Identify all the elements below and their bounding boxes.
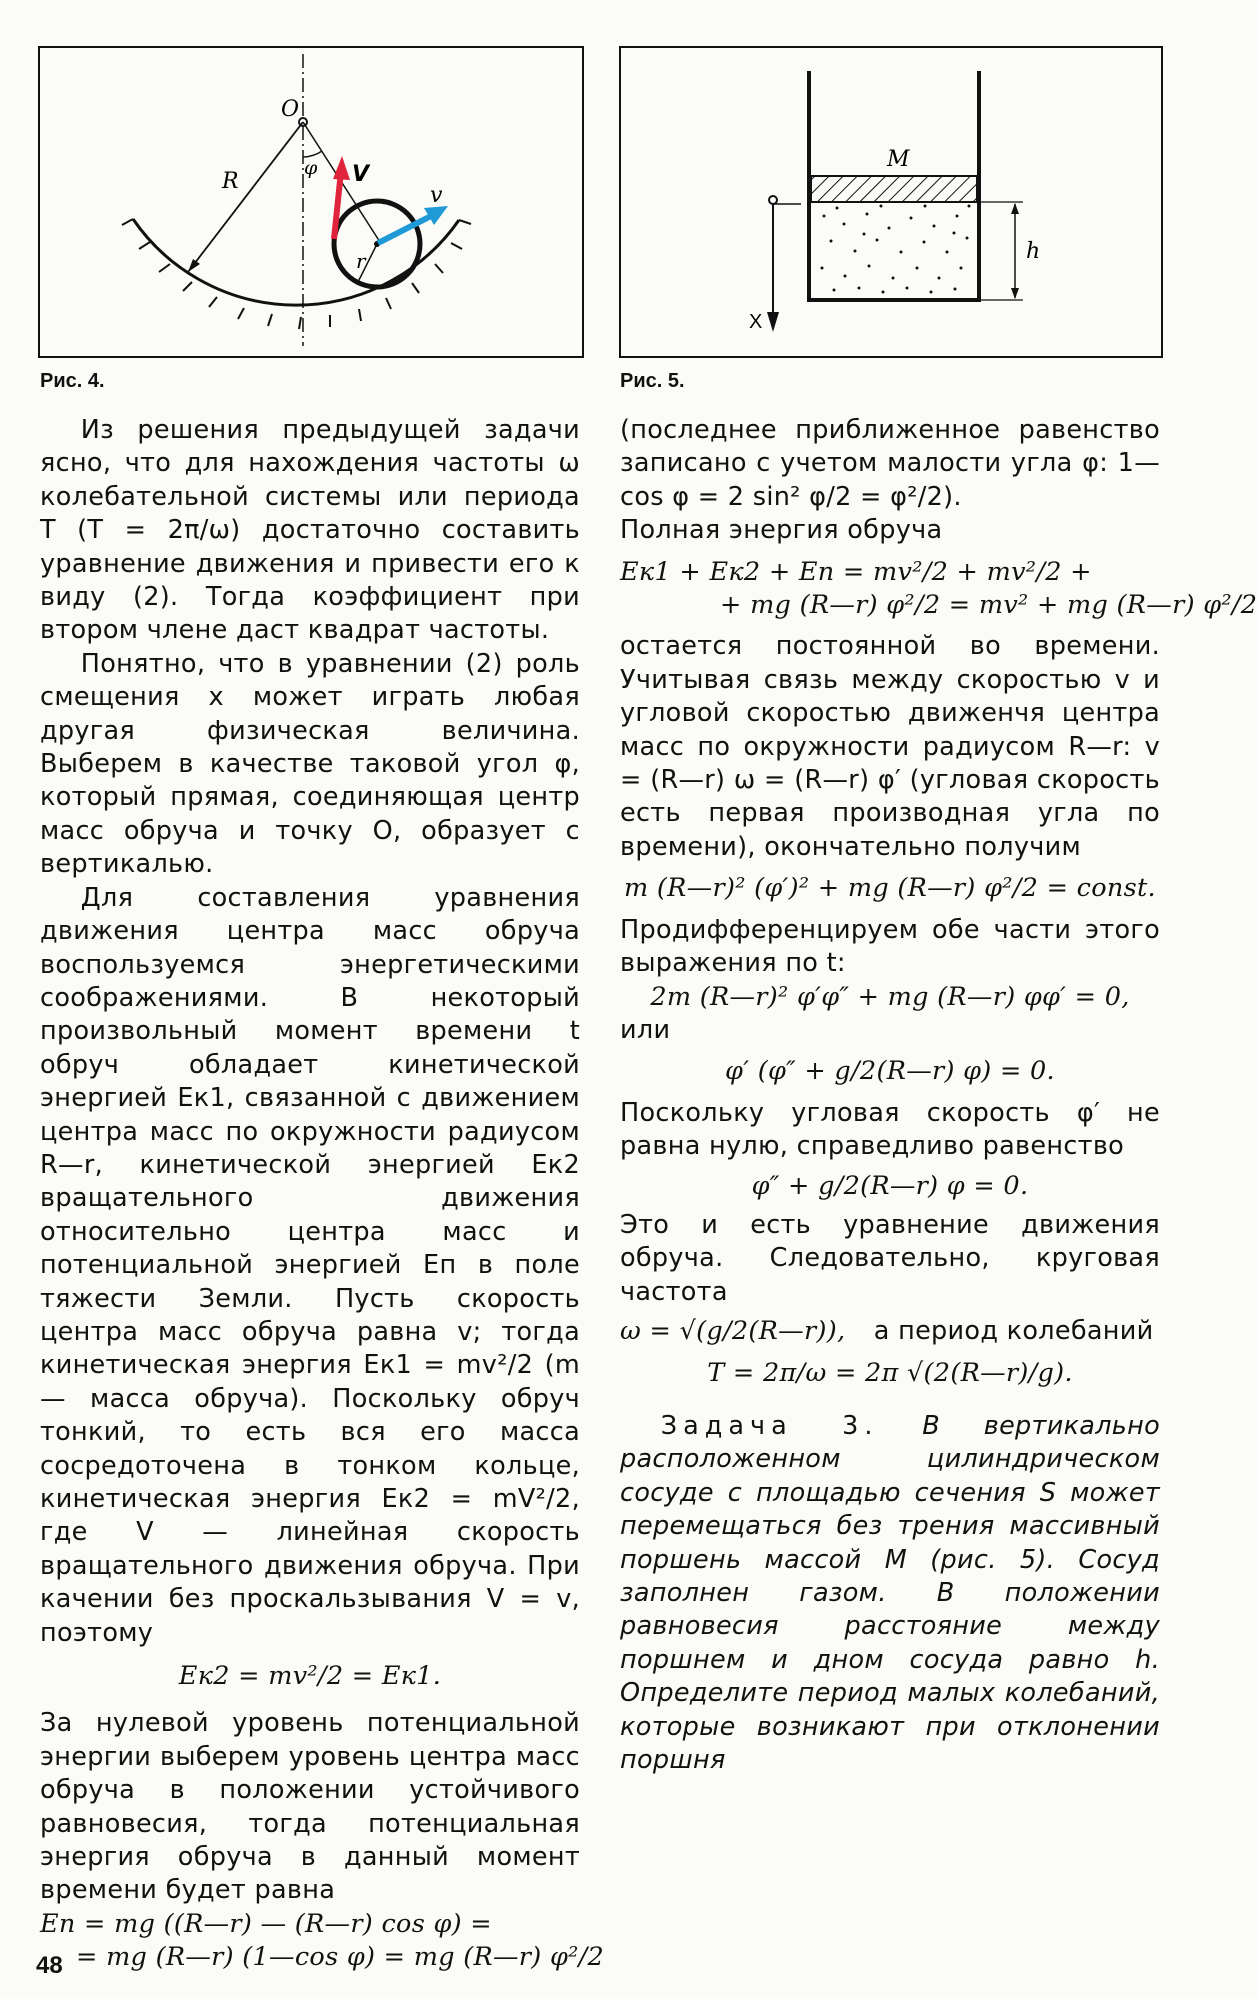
right-equation-factored: φ′ (φ″ + g/2(R—r) φ) = 0. xyxy=(725,1056,1055,1087)
right-equation-omega: ω = √(g/2(R—r)), xyxy=(620,1316,846,1347)
left-paragraph-2: Понятно, что в уравнении (2) роль смещения x может играть любая другая физическая величина. Выберем в качестве таковой угол φ, который прямая, соединяющая центр масс обруча и точку O, образует с вертикалью. xyxy=(40,648,580,880)
figure-4 xyxy=(38,46,584,358)
right-paragraph-3: остается постоянной во времени. Учитывая связь между скоростью v и угловой скоростью движенчя центра масс по окружности радиусом R—r: v = (R—r) ω = (R—r) φ′ (угловая скорость есть первая производная угла по времени), окончательно получим xyxy=(620,631,1160,862)
right-paragraph-4: Продифференцируем обе части этого выражения по t: xyxy=(620,914,1160,979)
left-equation-ek2: Eк2 = mv²/2 = Eк1. xyxy=(178,1661,442,1692)
label-V: V xyxy=(352,162,370,187)
right-paragraph-1: (последнее приближенное равенство записано с учетом малости угла φ: 1—cos φ = 2 sin² φ/2 = φ²/2). xyxy=(620,415,1160,512)
axis-origin xyxy=(769,196,777,204)
label-v: v xyxy=(430,183,443,208)
label-phi: φ xyxy=(304,157,318,179)
right-equation-const: m (R—r)² (φ′)² + mg (R—r) φ²/2 = const. xyxy=(624,873,1156,904)
right-equation-derivative: 2m (R—r)² φ′φ″ + mg (R—r) φφ′ = 0, xyxy=(650,981,1130,1012)
right-column xyxy=(620,414,1257,1777)
right-period-text: а период колебаний xyxy=(873,1316,1154,1347)
label-R: R xyxy=(222,169,239,194)
h-dim-arrow-bottom xyxy=(1011,288,1019,299)
x-axis-arrowhead xyxy=(767,312,779,332)
left-column xyxy=(40,414,605,1975)
label-O: O xyxy=(281,97,300,122)
left-equation-ep-line1: Eп = mg ((R—r) — (R—r) cos φ) = xyxy=(40,1908,492,1939)
right-equation-motion: φ″ + g/2(R—r) φ = 0. xyxy=(751,1170,1029,1201)
bowl-surface xyxy=(133,219,459,305)
right-paragraph-6: Поскольку угловая скорость φ′ не равна нулю, справедливо равенство xyxy=(620,1097,1160,1162)
gas-dots xyxy=(821,205,971,294)
task-3-label: Задача 3. xyxy=(660,1410,879,1441)
h-dim-arrow-top xyxy=(1011,203,1019,214)
task-3 xyxy=(620,1410,1160,1777)
radius-R-line xyxy=(188,122,303,272)
label-M: M xyxy=(887,147,910,172)
label-h: h xyxy=(1026,239,1041,264)
label-X: X xyxy=(749,311,763,333)
left-paragraph-3: Для составления уравнения движения центра масс обруча воспользуемся энергетическими соображениями. В некоторый произвольный момент времени t обруч обладает кинетической энергией Eк1, связанной с движением центра масс по окружности радиусом R—r, кинетической энергией Eк2 вращательного движения относительно центра масс и потенциальной энергией Eп в поле тяжести Земли. Пусть скорость центра масс обруча равна v; тогда кинетическая энергия Eк1 = mv²/2 (m — масса обруча). Поскольку обруч тонкий, то есть вся его масса сосредоточена в тонком кольце, кинетическая энергия Eк2 = mV²/2, где V — линейная скорость вращательного движения обруча. При качении без проскальзывания V = v, поэтому xyxy=(40,882,580,1648)
right-equation-period: T = 2π/ω = 2π √(2(R—r)/g). xyxy=(707,1357,1073,1388)
right-paragraph-7: Это и есть уравнение движения обруча. Следовательно, круговая частота xyxy=(620,1209,1160,1307)
page-number: 48 xyxy=(36,1952,63,1979)
velocity-v-arrow xyxy=(378,215,433,243)
right-equation-energy-line2: + mg (R—r) φ²/2 = mv² + mg (R—r) φ²/2 xyxy=(720,590,1257,621)
figure-4-frame xyxy=(39,47,583,357)
piston xyxy=(811,176,977,202)
velocity-V-arrowhead xyxy=(333,156,350,180)
figure-4-caption: Рис. 4. xyxy=(40,370,105,392)
task-3-text: В вертикально расположенном цилиндрическом сосуде с площадью сечения S может перемещаться без трения массивный поршень массой M (рис. 5). Сосуд заполнен газом. В положении равновесия расстояние между поршнем и дном сосуда равно h. Определите период малых колебаний, которые возникают при отклонении поршня xyxy=(620,1410,1161,1776)
left-equation-ep-line2: = mg (R—r) (1—cos φ) = mg (R—r) φ²/2 xyxy=(76,1942,605,1973)
left-paragraph-1: Из решения предыдущей задачи ясно, что для нахождения частоты ω колебательной системы или периода T (T = 2π/ω) достаточно составить уравнение движения и привести его к виду (2). Тогда коэффициент при втором члене даст квадрат частоты. xyxy=(40,415,580,646)
figure-5 xyxy=(619,46,1163,358)
figure-5-caption: Рис. 5. xyxy=(620,370,685,392)
right-paragraph-5: или xyxy=(620,1014,671,1045)
right-paragraph-2: Полная энергия обруча xyxy=(620,515,943,546)
right-omega-line xyxy=(620,1315,1160,1348)
right-equation-energy-line1: Eк1 + Eк2 + Eп = mv²/2 + mv²/2 + xyxy=(620,556,1092,587)
label-r: r xyxy=(356,249,366,273)
velocity-V-arrow xyxy=(334,171,341,239)
left-paragraph-4: За нулевой уровень потенциальной энергии выберем уровень центра масс обруча в положении устойчивого равновесия, тогда потенциальная энергия обруча в данный момент времени будет равна xyxy=(40,1708,580,1906)
radius-R-arrowhead xyxy=(188,259,200,272)
